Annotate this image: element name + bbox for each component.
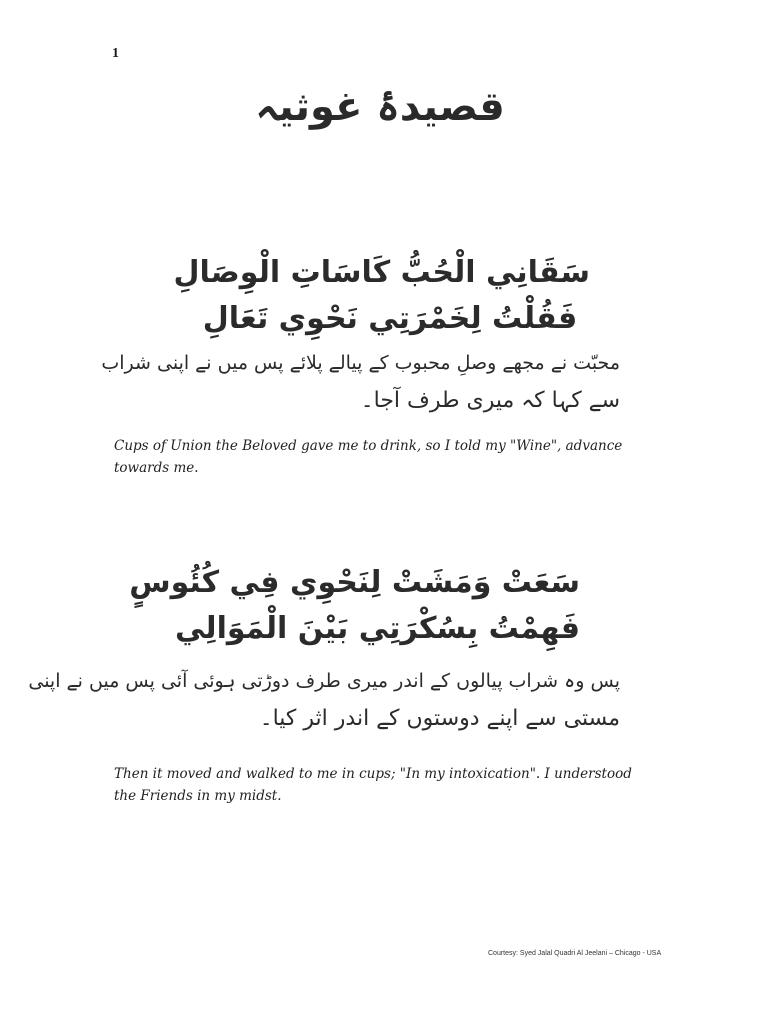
verse-1-arabic-line-2: فَقُلْتُ لِخَمْرَتِي نَحْوِي تَعَالِ	[202, 301, 578, 336]
verse-1-translation: Cups of Union the Beloved gave me to drink, so I told my "Wine", advance towards me.	[114, 438, 623, 476]
verse-2-urdu-line-1: پس وہ شراب پیالوں کے اندر میری طرف دوڑتی ہوئی آئی پس میں نے اپنی	[28, 670, 620, 692]
verse-2-arabic-line-2: فَهِمْتُ بِسُكْرَتِي بَيْنَ الْمَوَالِي	[174, 611, 580, 646]
verse-2-arabic-line-1: سَعَتْ وَمَشَتْ لِنَحْوِي فِي كُئُوسٍ	[129, 565, 580, 600]
verse-2-urdu-line-2: مستی سے اپنے دوستوں کے اندر اثر کیا۔	[259, 706, 620, 731]
page-number: 1	[112, 46, 119, 61]
page-title: قصیدۂ غوثیہ	[255, 84, 505, 130]
verse-2-translation: Then it moved and walked to me in cups; "In my intoxication". I understood the Friends in my midst.	[114, 766, 632, 804]
verse-1-arabic-line-1: سَقَانِي الْحُبُّ كَاسَاتِ الْوِصَالِ	[173, 255, 590, 290]
verse-2-arabic	[129, 560, 580, 652]
verse-1-arabic	[173, 250, 590, 342]
verse-2-urdu	[28, 662, 620, 738]
verse-1-urdu-line-2: سے کہا کہ میری طرف آجا۔	[360, 388, 620, 413]
courtesy-footer: Courtesy: Syed Jalal Quadri Al Jeelani – Chicago - USA	[488, 950, 662, 957]
verse-1-urdu-line-1: محبّت نے مجھے وصلِ محبوب کے پیالے پلائے پس میں نے اپنی شراب	[101, 352, 620, 374]
verse-1-urdu	[101, 344, 620, 420]
